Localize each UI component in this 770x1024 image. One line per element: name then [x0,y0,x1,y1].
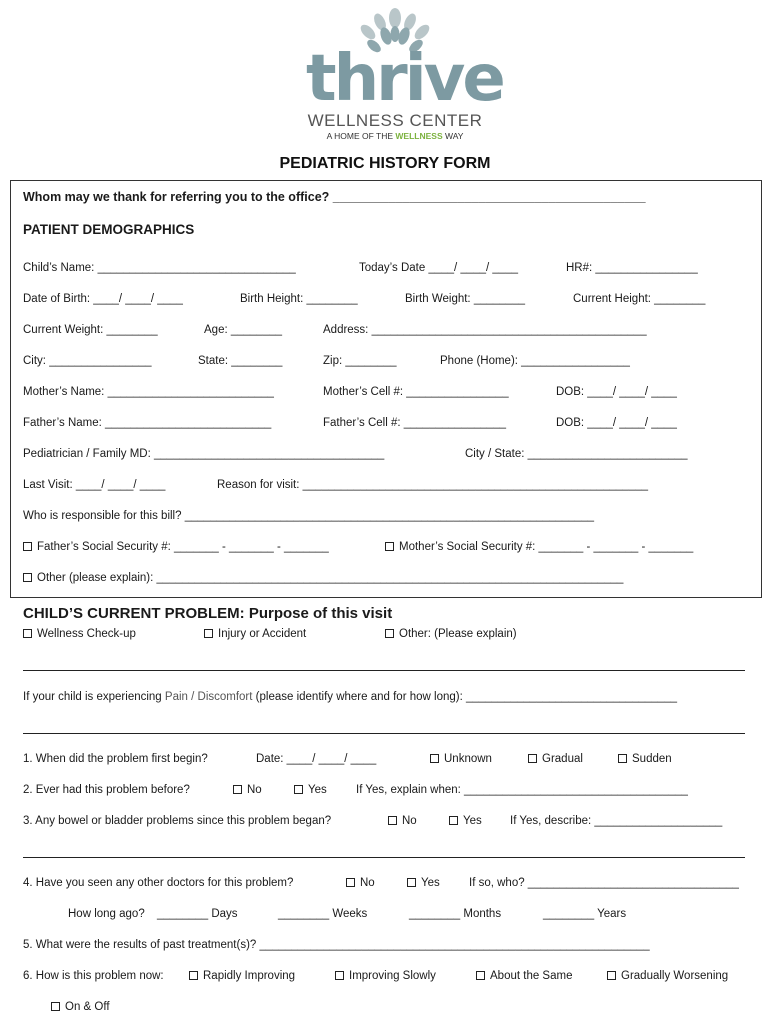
problem-heading: CHILD’S CURRENT PROBLEM: Purpose of this visit [23,605,393,622]
form-title: PEDIATRIC HISTORY FORM [279,155,491,172]
q2-yes-label: Yes [308,784,327,796]
q3-no-checkbox[interactable] [388,816,397,825]
q5-field[interactable]: 5. What were the results of past treatment(s)? _____________________________________________________________ [23,939,650,951]
pain-line-2[interactable] [23,733,745,734]
pain-prefix: If your child is experiencing [23,691,165,703]
mother-ss-checkbox[interactable] [385,542,394,551]
wellness-label: Wellness Check-up [37,628,136,640]
q4-no-label: No [360,877,375,889]
explain-line-1[interactable] [23,670,745,671]
q1-date-field[interactable]: Date: ____/ ____/ ____ [256,753,377,765]
q6-rapid-label: Rapidly Improving [203,970,296,982]
father-ss-field[interactable] [23,540,329,554]
city-state-field[interactable]: City / State: _________________________ [465,448,688,460]
father-ss-label: Father’s Social Security #: _______ - _______ - _______ [37,541,329,553]
pain-suffix: (please identify where and for how long): _________________________________ [252,691,678,703]
q3-yes-label: Yes [463,815,482,827]
child-name-field[interactable]: Child’s Name: _______________________________ [23,262,296,274]
other-option[interactable] [385,627,517,641]
q1-gradual-checkbox[interactable] [528,754,537,763]
q6-worse-label: Gradually Worsening [621,970,729,982]
father-dob-field[interactable]: DOB: ____/ ____/ ____ [556,417,677,429]
zip-field[interactable]: Zip: ________ [323,355,397,367]
q6-onoff-checkbox[interactable] [51,1002,60,1011]
q1-gradual-option[interactable] [528,752,583,766]
referral-field[interactable]: Whom may we thank for referring you to the office? _____________________________________________ [23,190,646,204]
wellness-option[interactable] [23,627,136,641]
mother-ss-field[interactable] [385,540,693,554]
q3-label: 3. Any bowel or bladder problems since this problem began? [23,815,332,827]
father-ss-checkbox[interactable] [23,542,32,551]
pain-field[interactable] [23,690,677,704]
weeks-field[interactable]: ________ Weeks [278,908,368,920]
phone-field[interactable]: Phone (Home): _________________ [440,355,630,367]
q2-yes-checkbox[interactable] [294,785,303,794]
other-label: Other: (Please explain) [399,628,517,640]
other-payer-field[interactable] [23,571,623,585]
logo-tag-prefix: A HOME OF [326,131,374,141]
months-field[interactable]: ________ Months [409,908,502,920]
q1-unknown-label: Unknown [444,753,492,765]
todays-date-field[interactable]: Today’s Date ____/ ____/ ____ [359,262,518,274]
logo-tag-the: THE [376,131,394,141]
dob-field[interactable]: Date of Birth: ____/ ____/ ____ [23,293,183,305]
q1-unknown-option[interactable] [430,752,492,766]
pediatrician-field[interactable]: Pediatrician / Family MD: ____________________________________ [23,448,385,460]
q2-label: 2. Ever had this problem before? [23,784,190,796]
other-payer-label: Other (please explain): _________________________________________________________________________ [37,572,624,584]
current-weight-field[interactable]: Current Weight: ________ [23,324,158,336]
birth-height-field[interactable]: Birth Height: ________ [240,293,358,305]
q3-no-option[interactable] [388,814,417,828]
logo-tag-wellness: WELLNESS [395,131,443,141]
q4-yes-checkbox[interactable] [407,878,416,887]
injury-checkbox[interactable] [204,629,213,638]
mother-dob-field[interactable]: DOB: ____/ ____/ ____ [556,386,677,398]
q6-rapid-option[interactable] [189,969,295,983]
q6-same-label: About the Same [490,970,573,982]
current-height-field[interactable]: Current Height: ________ [573,293,706,305]
mother-ss-label: Mother’s Social Security #: _______ - _______ - _______ [399,541,694,553]
logo-subtitle: WELLNESS CENTER [307,111,483,130]
q3-describe-field[interactable]: If Yes, describe: ____________________ [510,815,723,827]
q6-same-checkbox[interactable] [476,971,485,980]
q6-onoff-option[interactable] [51,1000,110,1014]
state-field[interactable]: State: ________ [198,355,283,367]
q6-onoff-label: On & Off [65,1001,110,1013]
age-field[interactable]: Age: ________ [204,324,283,336]
q4-label: 4. Have you seen any other doctors for this problem? [23,877,294,889]
other-checkbox[interactable] [385,629,394,638]
address-field[interactable]: Address: ___________________________________________ [323,324,647,336]
q1-sudden-option[interactable] [618,752,672,766]
q3-no-label: No [402,815,417,827]
birth-weight-field[interactable]: Birth Weight: ________ [405,293,525,305]
logo-tag-way: WAY [445,131,464,141]
q2-no-label: No [247,784,262,796]
mother-name-field[interactable]: Mother’s Name: __________________________ [23,386,274,398]
q2-no-option[interactable] [233,783,262,797]
q6-slow-label: Improving Slowly [349,970,436,982]
q6-slow-option[interactable] [335,969,436,983]
q3-line-2[interactable] [23,857,745,858]
q1-unknown-checkbox[interactable] [430,754,439,763]
father-name-field[interactable]: Father’s Name: __________________________ [23,417,272,429]
city-field[interactable]: City: ________________ [23,355,152,367]
last-visit-field[interactable]: Last Visit: ____/ ____/ ____ [23,479,166,491]
q4-no-checkbox[interactable] [346,878,355,887]
years-field[interactable]: ________ Years [543,908,627,920]
pain-term: Pain / Discomfort [164,691,253,703]
q1-gradual-label: Gradual [542,753,583,765]
q1-sudden-label: Sudden [632,753,672,765]
q6-label: 6. How is this problem now: [23,970,164,982]
q4-no-option[interactable] [346,876,375,890]
q3-yes-option[interactable] [449,814,482,828]
injury-label: Injury or Accident [218,628,307,640]
demographics-heading: PATIENT DEMOGRAPHICS [23,222,195,237]
q4-who-field[interactable]: If so, who? _________________________________ [469,877,739,889]
q4-yes-option[interactable] [407,876,440,890]
q2-explain-field[interactable]: If Yes, explain when: ___________________________________ [356,784,688,796]
q6-same-option[interactable] [476,969,572,983]
q2-no-checkbox[interactable] [233,785,242,794]
mother-cell-field[interactable]: Mother’s Cell #: ________________ [323,386,509,398]
other-payer-checkbox[interactable] [23,573,32,582]
q3-yes-checkbox[interactable] [449,816,458,825]
q6-worse-option[interactable] [607,969,728,983]
q4-yes-label: Yes [421,877,440,889]
q6-rapid-checkbox[interactable] [189,971,198,980]
days-field[interactable]: ________ Days [157,908,238,920]
q6-slow-checkbox[interactable] [335,971,344,980]
q1-sudden-checkbox[interactable] [618,754,627,763]
responsible-field[interactable]: Who is responsible for this bill? ________________________________________________________________ [23,510,595,522]
q2-yes-option[interactable] [294,783,327,797]
wellness-checkbox[interactable] [23,629,32,638]
injury-option[interactable] [204,627,306,641]
q6-worse-checkbox[interactable] [607,971,616,980]
q1-label: 1. When did the problem first begin? [23,753,208,765]
how-long-label: How long ago? [68,908,145,920]
logo-tagline [300,131,490,141]
father-cell-field[interactable]: Father’s Cell #: ________________ [323,417,507,429]
logo-wordmark: thrive [306,42,503,116]
hr-field[interactable]: HR#: ________________ [566,262,698,274]
reason-field[interactable]: Reason for visit: ______________________________________________________ [217,479,649,491]
